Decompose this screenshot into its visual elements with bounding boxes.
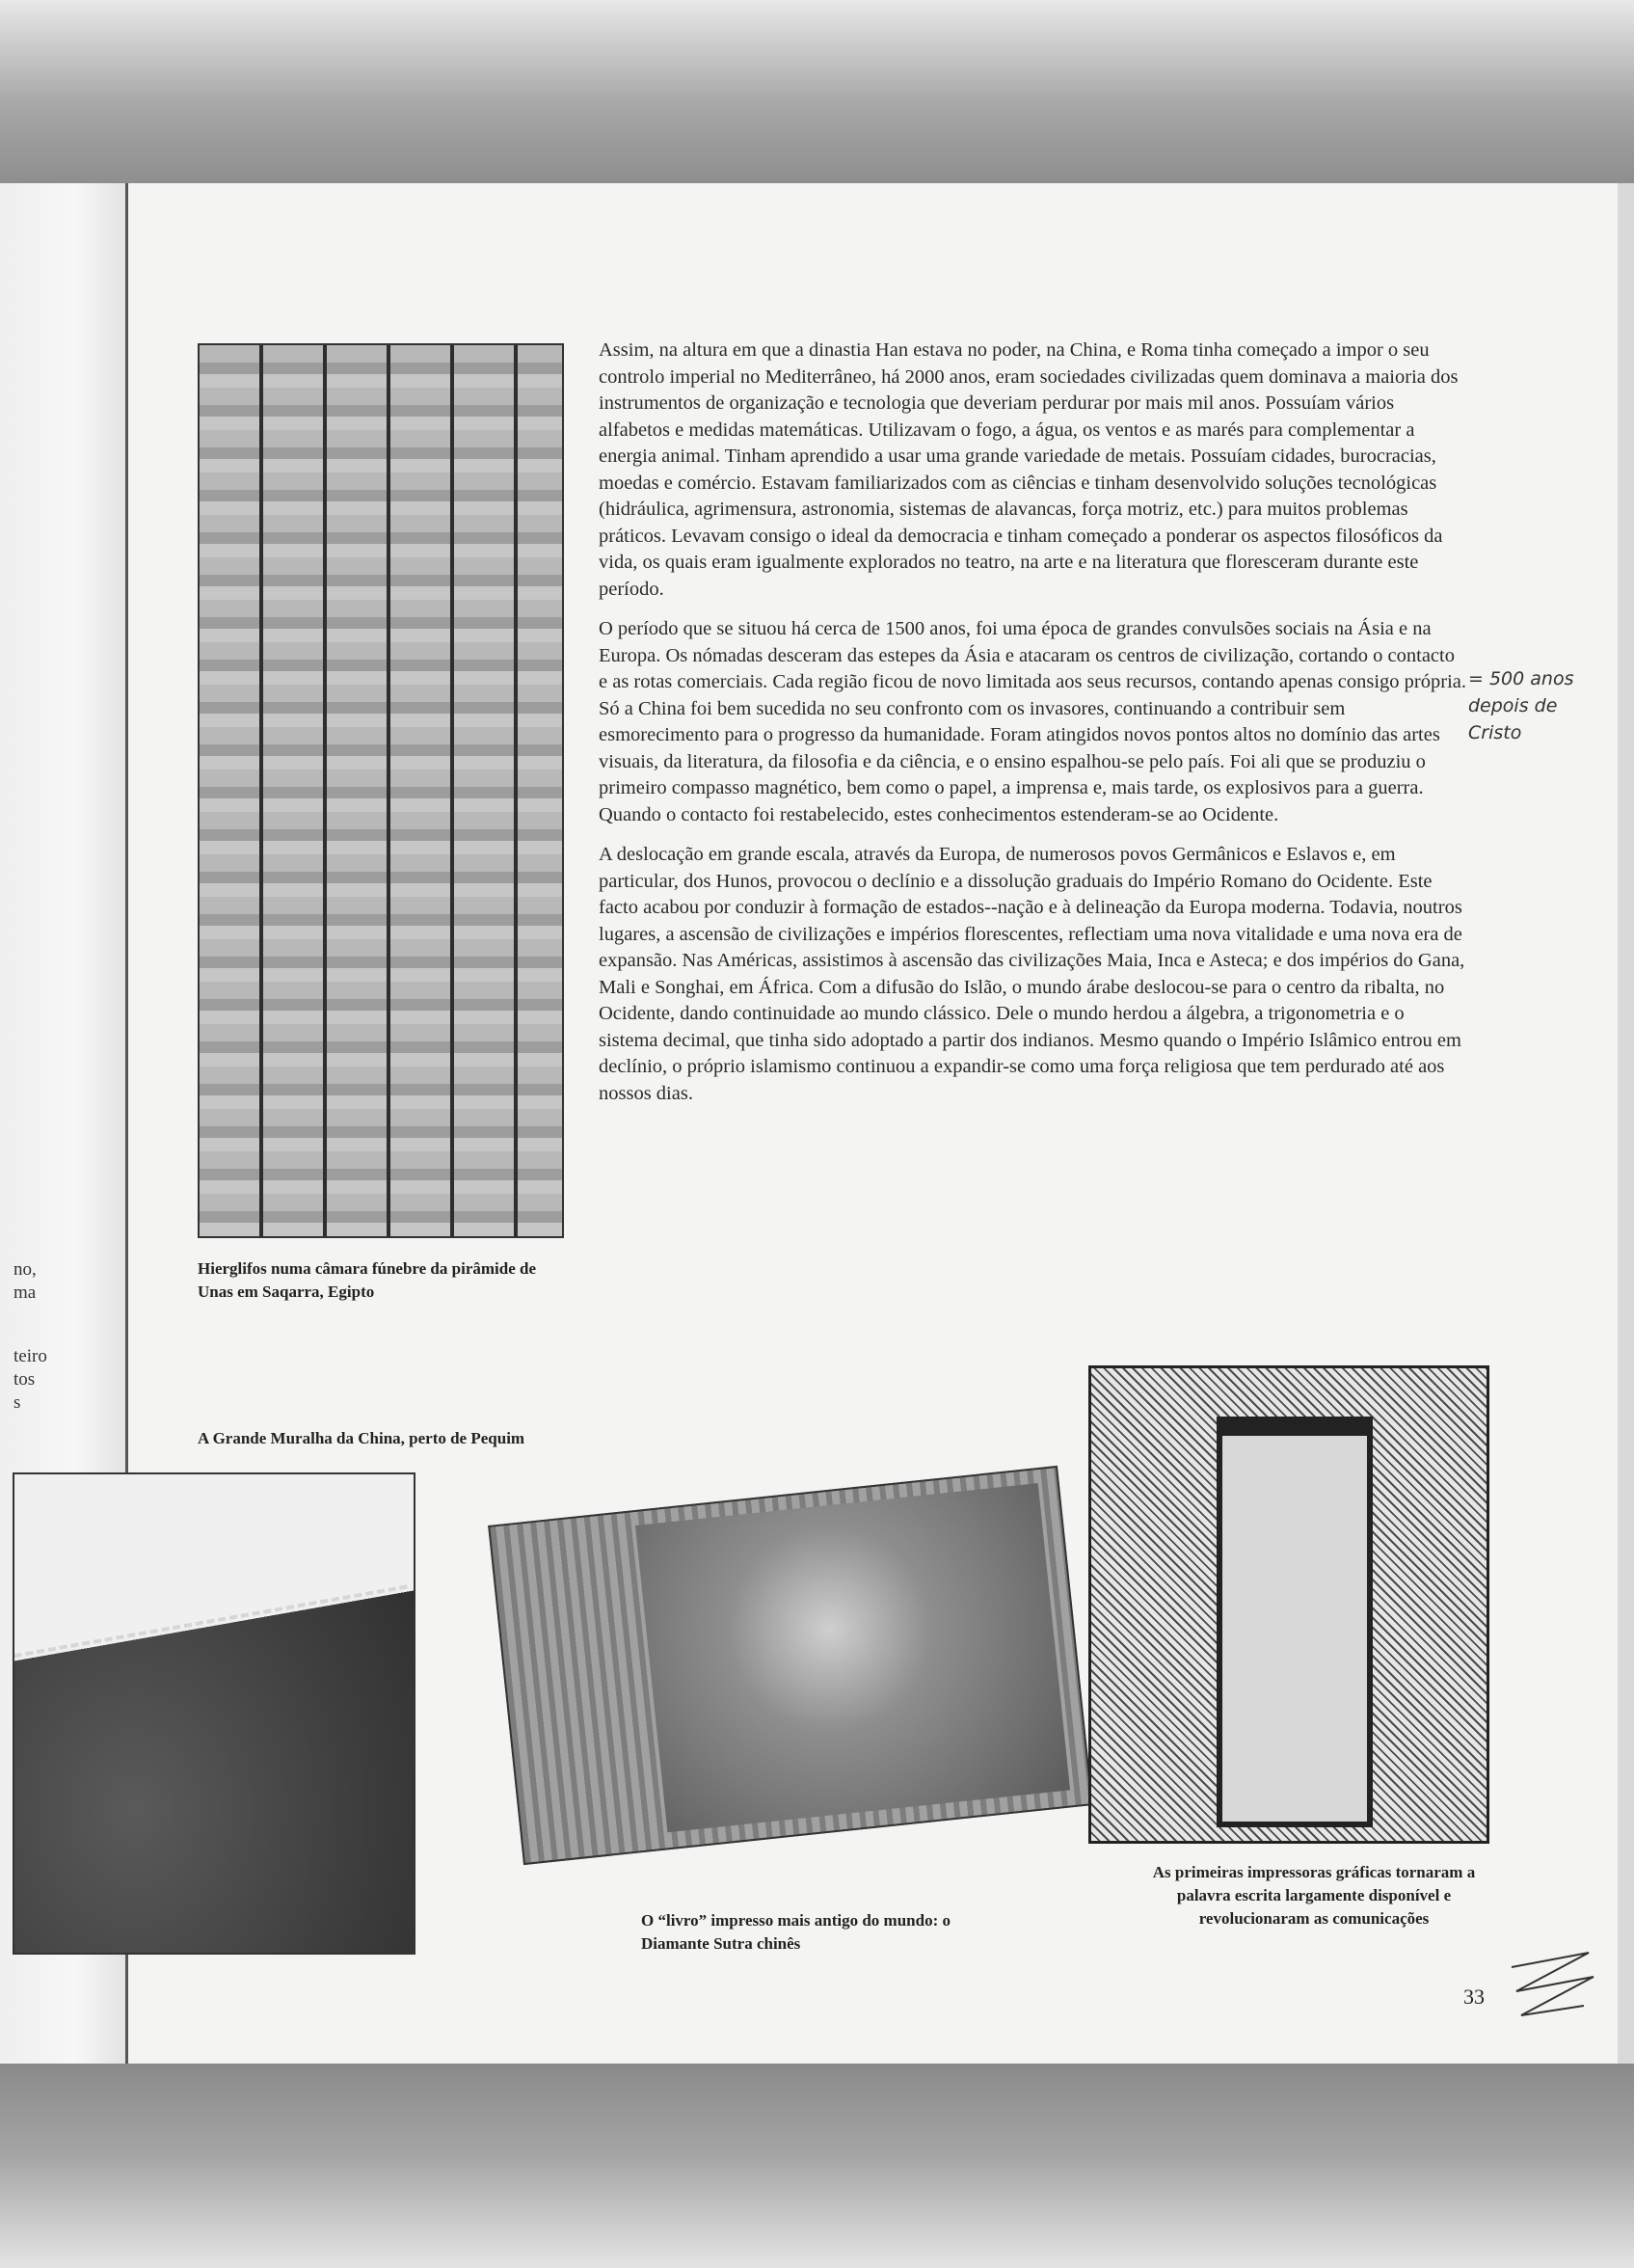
- paragraph-nomads: O período que se situou há cerca de 1500 anos, foi uma época de grandes convulsões sociais na Ásia e na Europa. Os nómadas desceram das estepes da Ásia e atacaram os centros de civilização, cortando o contacto e as rotas comerciais. Cada região ficou de novo limitada aos seus recursos, contando apenas consigo própria. Só a China foi bem sucedida no seu confronto com os invasores, continuando a contribuir sem esmorecimento para o progresso da humanidade. Foram atingidos novos pontos altos no domínio das artes visuais, da literatura, da filosofia e da ciência, e o ensino espalhou-se pelo país. Foi ali que se produziu o primeiro compasso magnético, bem como o papel, a imprensa e, mais tarde, os explosivos para a guerra. Quando o contacto foi restabelecido, estes conhecimentos estenderam-se ao Ocidente.: [599, 618, 1466, 825]
- fragment-group-1: [13, 1258, 71, 1305]
- hieroglyphs-photo: [198, 343, 564, 1238]
- fragment-line: ma: [13, 1282, 37, 1303]
- fragment-group-2: [13, 1345, 71, 1415]
- diamond-sutra-illustration: [635, 1483, 1070, 1832]
- wall-ridge: [13, 1584, 414, 1695]
- diamond-sutra-caption: O “livro” impresso mais antigo do mundo: o Diamante Sutra chinês: [641, 1911, 951, 1953]
- fragment-line: no,: [13, 1259, 37, 1280]
- document-page: [125, 183, 1618, 2064]
- previous-page-text: [13, 1258, 71, 1455]
- handwritten-margin-note: = 500 anos depois de Cristo: [1468, 668, 1574, 743]
- scan-bottom-shadow: [0, 2064, 1634, 2268]
- great-wall-caption: A Grande Muralha da China, perto de Pequim: [198, 1429, 525, 1447]
- press-frame: [1217, 1417, 1373, 1827]
- body-text: [599, 338, 1466, 1120]
- page-number: 33: [1463, 1984, 1485, 2009]
- printing-press-caption: As primeiras impressoras gráficas tornaram a palavra escrita largamente disponível e revolucionaram as comunicações: [1152, 1863, 1476, 1928]
- paragraph-migrations: A deslocação em grande escala, através da Europa, de numerosos povos Germânicos e Eslavos e, em particular, dos Hunos, provocou o declínio e a dissolução graduais do Império Romano do Ocidente. Este facto acabou por conduzir à formação de estados--nação e à delineação da Europa moderna. Todavia, noutros lugares, a ascensão de civilizações e impérios florescentes, reflectiam uma nova vitalidade e uma nova era de expansão. Nas Américas, assistimos à ascensão das civilizações Maia, Inca e Asteca; e dos impérios do Gana, Mali e Songhai, em África. Com a difusão do Islão, o mundo árabe deslocou-se para o centro da ribalta, no Ocidente, dando continuidade ao mundo clássico. Dele o mundo herdou a álgebra, a trigonometria e o sistema decimal, que tinha sido adoptado a partir dos indianos. Mesmo quando o Império Islâmico entrou em declínio, o próprio islamismo continuou a expandir-se como uma força religiosa que tem perdurado até aos nossos dias.: [599, 844, 1465, 1104]
- scan-top-shadow: [0, 0, 1634, 183]
- hieroglyphs-caption: Hierglifos numa câmara fúnebre da pirâmide de Unas em Saqarra, Egipto: [198, 1259, 536, 1301]
- fragment-line: tos: [13, 1369, 36, 1390]
- great-wall-photo: [13, 1472, 415, 1955]
- printing-press-woodcut: [1088, 1365, 1489, 1844]
- fragment-line: teiro: [13, 1346, 47, 1366]
- paragraph-han-rome: Assim, na altura em que a dinastia Han estava no poder, na China, e Roma tinha começado a impor o seu controlo imperial no Mediterrâneo, há 2000 anos, eram sociedades civilizadas quem dominava a maioria dos instrumentos de organização e tecnologia que deveriam perdurar por mais mil anos. Possuíam vários alfabetos e medidas matemáticas. Utilizavam o fogo, a água, os ventos e as marés para complementar a energia animal. Tinham aprendido a usar uma grande variedade de metais. Possuíam cidades, burocracias, moedas e comércio. Estavam familiarizados com as ciências e tinham desenvolvido soluções tecnológicas (hidráulica, agrimensura, astronomia, sistemas de alavancas, força motriz, etc.) para muitos problemas práticos. Levavam consigo o ideal da democracia e tinham começado a ponderar os aspectos filosóficos da vida, os quais eram igualmente explorados no teatro, na arte e na literatura que floresceram durante este período.: [599, 339, 1459, 600]
- fragment-line: s: [13, 1392, 21, 1413]
- diamond-sutra-image: [488, 1466, 1093, 1865]
- pen-scribble-icon: [1502, 1948, 1598, 2025]
